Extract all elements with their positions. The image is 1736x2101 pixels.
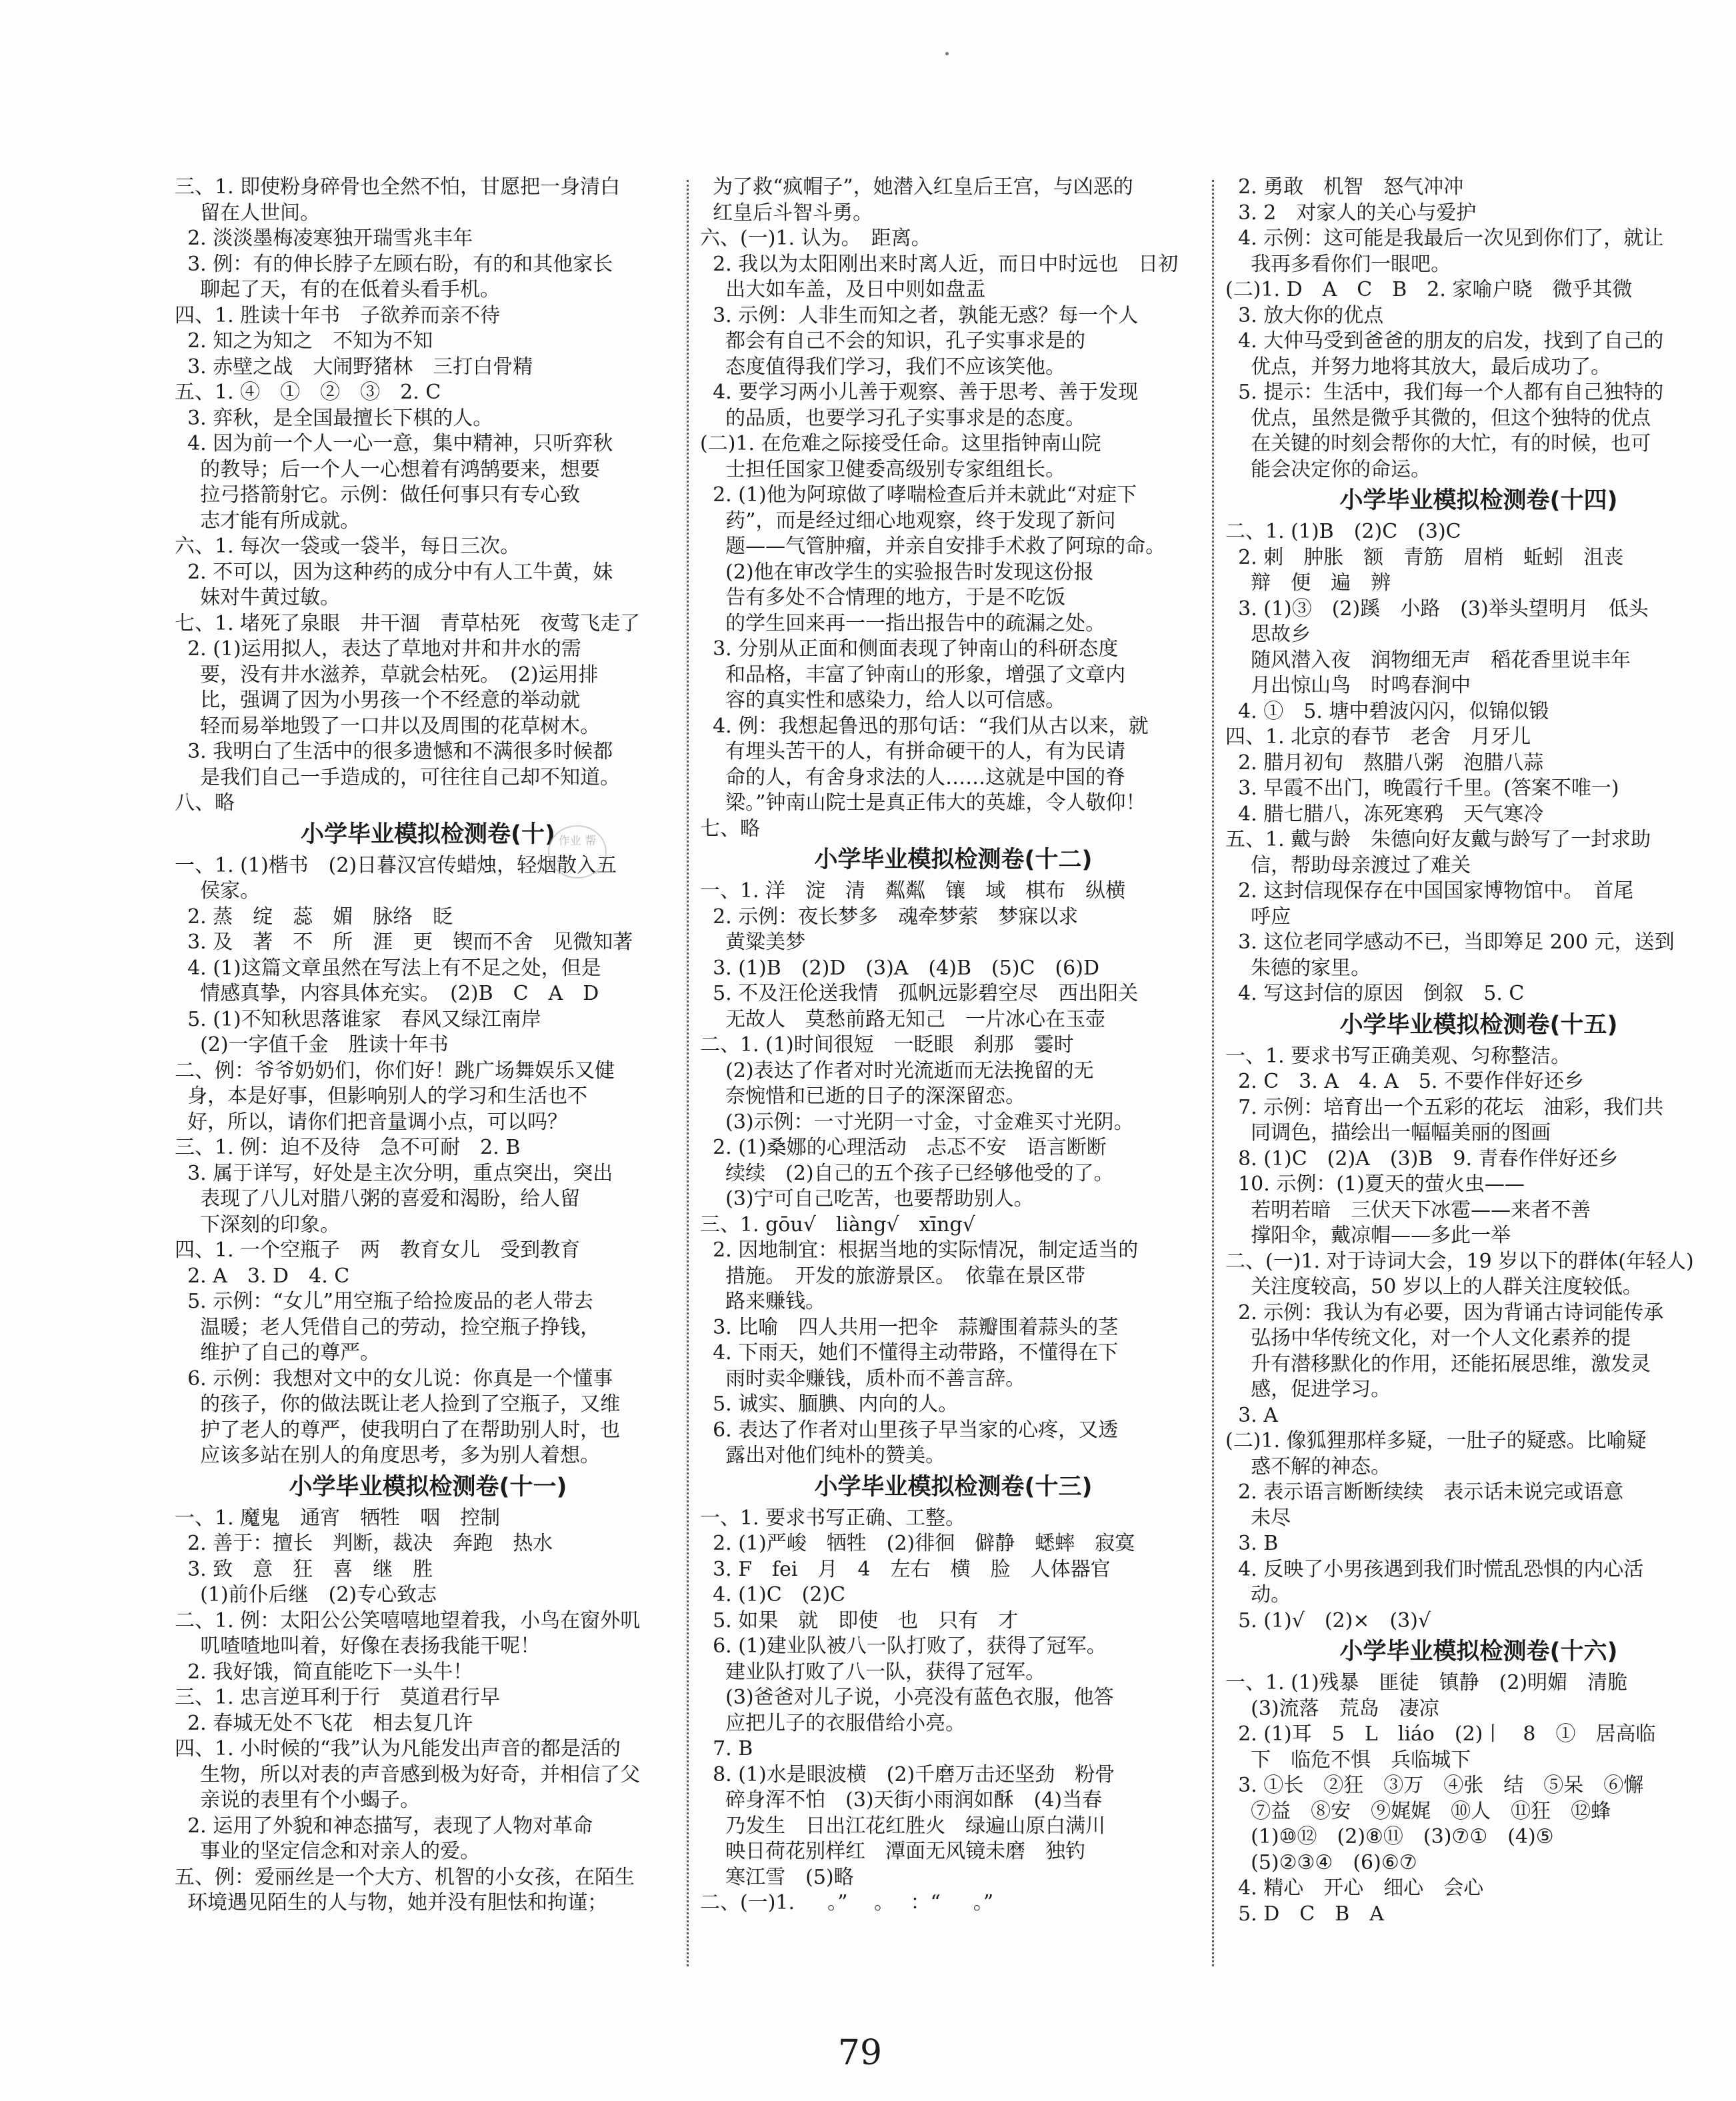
column-divider-left — [687, 180, 689, 1966]
page-number: 79 — [837, 2033, 883, 2073]
answer-line: 三、1. 例：迫不及待 急不可耐 2. B — [175, 1136, 521, 1159]
answer-line: 要，没有井水滋养，草就会枯死。 (2)运用排 — [175, 663, 599, 687]
answer-line: 3. 分别从正面和侧面表现了钟南山的科研态度 — [700, 637, 1119, 661]
answer-line: 2. (1)耳 5 L liáo (2)丨 8 ① 居高临 — [1225, 1722, 1656, 1746]
answer-line: 2. 知之为知之 不知为不知 — [175, 329, 433, 353]
answer-line: 碎身浑不怕 (3)天街小雨润如酥 (4)当春 — [700, 1788, 1103, 1812]
answer-line: 3. A — [1225, 1403, 1278, 1427]
answer-line: 一、1. 要求书写正确、工整。 — [700, 1506, 966, 1530]
section-heading: 小学毕业模拟检测卷(十五) — [1339, 1011, 1618, 1039]
answer-line: 4. ① 5. 塘中碧波闪闪，似锦似锻 — [1225, 699, 1549, 723]
answer-line: 5. 不及汪伦送我情 孤帆远影碧空尽 西出阳关 — [700, 982, 1139, 1005]
answer-line: 二、例：爷爷奶奶们，你们好！跳广场舞娱乐又健 — [175, 1058, 615, 1082]
answer-line: 3. 致 意 狂 喜 继 胜 — [175, 1557, 433, 1581]
answer-line: 环境遇见陌生的人与物，她并没有胆怯和拘谨； — [175, 1891, 608, 1914]
answer-line: 2. 示例：夜长梦多 魂牵梦萦 梦寐以求 — [700, 905, 1079, 929]
answer-line: 寒江雪 (5)略 — [700, 1865, 854, 1889]
answer-line: 2. 示例：我认为有必要，因为背诵古诗词能传承 — [1225, 1300, 1664, 1324]
answer-line: 呼应 — [1225, 905, 1291, 929]
answer-line: 3. 放大你的优点 — [1225, 303, 1384, 327]
answer-line: 弘扬中华传统文化，对一个人文化素养的提 — [1225, 1326, 1631, 1350]
answer-line: 2. 春城无处不飞花 相去复几许 — [175, 1711, 473, 1735]
answer-line: 四、1. 北京的春节 老舍 月牙儿 — [1225, 725, 1531, 749]
answer-line: 关注度较高，50 岁以上的人群关注度较低。 — [1225, 1275, 1643, 1298]
answer-line: 5. D C B A — [1225, 1902, 1384, 1926]
answer-line: 五、1. ④ ① ② ③ 2. C — [175, 381, 441, 404]
answer-line: 六、(一)1. 认为。 距离。 — [700, 227, 931, 250]
answer-line: 出大如车盖，及日中则如盘盂 — [700, 278, 986, 301]
answer-line: 2. 运用了外貌和神态描写，表现了人物对革命 — [175, 1814, 593, 1838]
answer-line: 雨时卖伞赚钱，质朴而不善言辞。 — [700, 1366, 1026, 1390]
answer-line: 的教导；后一个人一心想着有鸿鹄要来，想要 — [175, 457, 601, 481]
column-divider-right — [1212, 180, 1214, 1966]
answer-line: 二、1. 例：太阳公公笑嘻嘻地望着我，小鸟在窗外叽 — [175, 1608, 641, 1632]
answer-line: 4. 大仲马受到爸爸的朋友的启发，找到了自己的 — [1225, 329, 1664, 353]
answer-line: 二、(一)1. 。” 。 ：“ 。” — [700, 1891, 994, 1914]
answer-line: 信，帮助母亲渡过了难关 — [1225, 853, 1471, 877]
answer-line: 8. (1)C (2)A (3)B 9. 青春作伴好还乡 — [1225, 1146, 1619, 1170]
answer-line: 建业队打败了八一队，获得了冠军。 — [700, 1660, 1046, 1684]
answer-line: 2. 因地制宜：根据当地的实际情况，制定适当的 — [700, 1238, 1139, 1262]
answer-line: 事业的坚定信念和对亲人的爱。 — [175, 1840, 481, 1863]
answer-line: 轻而易举地毁了一口井以及周围的花草树木。 — [175, 714, 601, 738]
answer-line: 2. (1)严峻 牺牲 (2)徘徊 僻静 蟋蟀 寂寞 — [700, 1532, 1135, 1555]
answer-line: 七、略 — [700, 817, 760, 841]
answer-line: 叽喳喳地叫着，好像在表扬我能干呢！ — [175, 1634, 541, 1658]
answer-line: 一、1. 要求书写正确美观、匀称整洁。 — [1225, 1044, 1571, 1068]
answer-line: 3. 例：有的伸长脖子左顾右盼，有的和其他家长 — [175, 252, 613, 276]
answer-line: 4. 要学习两小儿善于观察、善于思考、善于发现 — [700, 381, 1139, 404]
answer-line: (2)他在审改学生的实验报告时发现这份报 — [700, 560, 1094, 584]
answer-line: 留在人世间。 — [175, 201, 321, 225]
answer-line: 题——气管肿瘤，并亲自安排手术救了阿琼的命。 — [700, 535, 1166, 558]
answer-line: 7. 示例：培育出一个五彩的花坛 油彩，我们共 — [1225, 1095, 1664, 1119]
answer-line: 露出对他们纯朴的赞美。 — [700, 1444, 946, 1467]
answer-line: 我再多看你们一眼吧。 — [1225, 252, 1451, 276]
answer-line: 告有多处不合情理的地方，于是不吃饭 — [700, 586, 1066, 609]
answer-line: 未尽 — [1225, 1506, 1291, 1530]
answer-column-left — [175, 175, 681, 1916]
answer-line: 聊起了天，有的在低着头看手机。 — [175, 278, 501, 301]
answer-line: 温暖；老人凭借自己的劳动，捡空瓶子挣钱， — [175, 1315, 601, 1339]
answer-line: 2. 这封信现保存在中国国家博物馆中。 首尾 — [1225, 879, 1634, 903]
section-heading: 小学毕业模拟检测卷(十三) — [814, 1473, 1093, 1500]
answer-line: 二、1. (1)B (2)C (3)C — [1225, 520, 1461, 543]
answer-line: 药”，而是经过细心地观察，终于发现了新问 — [700, 509, 1116, 533]
answer-line: 3. F fei 月 4 左右 横 脸 人体器官 — [700, 1557, 1111, 1581]
answer-line: 下深刻的印象。 — [175, 1212, 341, 1236]
answer-line: 2. 表示语言断断续续 表示话未说完或语意 — [1225, 1480, 1624, 1504]
answer-line: 2. C 3. A 4. A 5. 不要作伴好还乡 — [1225, 1070, 1584, 1093]
answer-line: 士担任国家卫健委高级别专家组组长。 — [700, 457, 1066, 481]
answer-line: 10. 示例：(1)夏天的萤火虫—— — [1225, 1172, 1525, 1196]
answer-line: 撑阳伞，戴凉帽——多此一举 — [1225, 1224, 1511, 1247]
section-heading: 小学毕业模拟检测卷(十一) — [289, 1473, 567, 1500]
answer-line: (1)⑩⑫ (2)⑧⑪ (3)⑦① (4)⑤ — [1225, 1825, 1554, 1848]
answer-line: (3)宁可自己吃苦，也要帮助别人。 — [700, 1187, 1034, 1210]
answer-line: 2. 不可以，因为这种药的成分中有人工牛黄，妹 — [175, 560, 613, 584]
answer-line: (2)表达了作者对时光流逝而无法挽留的无 — [700, 1058, 1094, 1082]
answer-line: 4. 反映了小男孩遇到我们时慌乱恐惧的内心活 — [1225, 1557, 1644, 1581]
answer-line: 六、1. 每次一袋或一袋半，每日三次。 — [175, 535, 521, 558]
answer-line: 3. 我明白了生活中的很多遗憾和不满很多时候都 — [175, 740, 613, 763]
answer-line: 思故乡 — [1225, 623, 1311, 646]
answer-line: 四、1. 一个空瓶子 两 教育女儿 受到教育 — [175, 1238, 581, 1262]
answer-line: 的品质，也要学习孔子实事求是的态度。 — [700, 406, 1086, 430]
answer-line: 都会有自己不会的知识，孔子实事求是的 — [700, 329, 1086, 353]
answer-line: 四、1. 小时候的“我”认为凡能发出声音的都是活的 — [175, 1737, 621, 1760]
answer-line: 4. 写这封信的原因 倒叙 5. C — [1225, 982, 1525, 1005]
answer-line: 态度值得我们学习，我们不应该笑他。 — [700, 355, 1066, 379]
answer-line: 情感真挚，内容具体充实。 (2)B C A D — [175, 982, 599, 1005]
answer-line: 四、1. 胜读十年书 子欲养而亲不待 — [175, 303, 501, 327]
answer-line: 优点，虽然是微乎其微的，但这个独特的优点 — [1225, 406, 1651, 430]
answer-line: 有埋头苦干的人，有拼命硬干的人，有为民请 — [700, 740, 1126, 763]
answer-line: 2. 勇敢 机智 怒气冲冲 — [1225, 175, 1464, 199]
answer-line: 月出惊山鸟 时鸣春涧中 — [1225, 674, 1471, 697]
answer-line: 同调色，描绘出一幅幅美丽的图画 — [1225, 1121, 1551, 1144]
answer-column-middle — [700, 175, 1207, 1916]
answer-line: 4. 示例：这可能是我最后一次见到你们了，就让 — [1225, 227, 1664, 250]
answer-line: 若明若暗 三伏天下冰雹——来者不善 — [1225, 1198, 1591, 1222]
answer-line: 3. 示例：人非生而知之者，孰能无惑？每一个人 — [700, 303, 1139, 327]
answer-line: 身，本是好事，但影响别人的学习和生活也不 — [175, 1084, 588, 1108]
answer-line: 3. 弈秋，是全国最擅长下棋的人。 — [175, 406, 493, 430]
answer-line: (二)1. 像狐狸那样多疑，一肚子的疑惑。比喻疑 — [1225, 1429, 1647, 1452]
answer-line: 3. B — [1225, 1532, 1279, 1555]
watermark-stamp — [548, 825, 607, 879]
answer-line: 2. A 3. D 4. C — [175, 1264, 350, 1288]
answer-line: 七、1. 堵死了泉眼 井干涸 青草枯死 夜莺飞走了 — [175, 611, 641, 635]
answer-line: 5. (1)不知秋思落谁家 春风又绿江南岸 — [175, 1007, 541, 1031]
answer-line: ⑦益 ⑧安 ⑨娓娓 ⑩人 ⑪狂 ⑫蜂 — [1225, 1799, 1611, 1823]
answer-line: 的孩子，你的做法既让老人捡到了空瓶子，又维 — [175, 1392, 621, 1416]
answer-line: 5. 诚实、腼腆、内向的人。 — [700, 1392, 959, 1416]
answer-line: 3. 这位老同学感动不已，当即筹足 200 元，送到 — [1225, 931, 1675, 954]
answer-line: 应该多站在别人的角度思考，多为别人着想。 — [175, 1444, 601, 1467]
answer-line: 3. 2 对家人的关心与爱护 — [1225, 201, 1477, 225]
answer-line: 映日荷花别样红 潭面无风镜未磨 独钓 — [700, 1840, 1086, 1863]
answer-line: (3)流落 荒岛 凄凉 — [1225, 1696, 1439, 1720]
answer-line: 一、1. (1)楷书 (2)日暮汉宫传蜡烛，轻烟散入五 — [175, 853, 617, 877]
answer-line: 应把儿子的衣服借给小亮。 — [700, 1711, 966, 1735]
answer-line: 梁。”钟南山院士是真正伟大的英雄，令人敬仰！ — [700, 791, 1146, 815]
answer-line: 6. (1)建业队被八一队打败了，获得了冠军。 — [700, 1634, 1107, 1658]
answer-line: 2. 我以为太阳刚出来时离人近，而日中时远也 日初 — [700, 252, 1179, 276]
answer-line: 容的真实性和感染力，给人以可信感。 — [700, 689, 1066, 712]
answer-line: (5)②③④ (6)⑥⑦ — [1225, 1850, 1417, 1874]
answer-line: 续续 (2)自己的五个孩子已经够他受的了。 — [700, 1161, 1114, 1185]
answer-line: 二、1. (1)时间很短 一眨眼 刹那 霎时 — [700, 1033, 1074, 1056]
answer-line: 五、例：爱丽丝是一个大方、机智的小女孩，在陌生 — [175, 1865, 635, 1889]
answer-line: 3. ①长 ②狂 ③万 ④张 结 ⑤呆 ⑥懈 — [1225, 1774, 1644, 1797]
answer-line: 辩 便 遍 辨 — [1225, 571, 1391, 595]
answer-line: 5. (1)√ (2)× (3)√ — [1225, 1608, 1431, 1632]
answer-line: 在关键的时刻会帮你的大忙，有的时候，也可 — [1225, 432, 1651, 455]
answer-line: 4. 精心 开心 细心 会心 — [1225, 1876, 1484, 1900]
answer-line: 3. (1)B (2)D (3)A (4)B (5)C (6)D — [700, 956, 1100, 980]
answer-line: 2. 腊月初旬 熬腊八粥 泡腊八蒜 — [1225, 751, 1544, 775]
answer-line: 无故人 莫愁前路无知己 一片冰心在玉壶 — [700, 1007, 1106, 1031]
answer-line: 一、1. 魔鬼 通宵 牺牲 咽 控制 — [175, 1506, 501, 1530]
answer-line: 拉弓搭箭射它。示例：做任何事只有专心致 — [175, 483, 581, 507]
answer-line: 升有潜移默化的作用，还能拓展思维，激发灵 — [1225, 1352, 1651, 1376]
section-heading: 小学毕业模拟检测卷(十六) — [1339, 1638, 1618, 1665]
answer-line: 红皇后斗智斗勇。 — [700, 201, 873, 225]
answer-line: 五、1. 戴与龄 朱德向好友戴与龄写了一封求助 — [1225, 828, 1651, 851]
answer-line: 3. 比喻 四人共用一把伞 蒜瓣围着蒜头的茎 — [700, 1315, 1119, 1339]
answer-line: 4. (1)C (2)C — [700, 1583, 846, 1606]
answer-line: 5. 提示：生活中，我们每一个人都有自己独特的 — [1225, 381, 1664, 404]
answer-line: 3. 早霞不出门，晚霞行千里。(答案不唯一) — [1225, 777, 1619, 800]
watermark-text: 作业 帮 — [558, 835, 597, 848]
answer-line: (3)爸爸对儿子说，小亮没有蓝色衣服，他答 — [700, 1686, 1114, 1709]
answer-line: 三、1. 忠言逆耳利于行 莫道君行早 — [175, 1686, 501, 1709]
answer-line: 4. (1)这篇文章虽然在写法上有不足之处，但是 — [175, 956, 601, 980]
answer-line: 是我们自己一手造成的，可往往自己却不知道。 — [175, 765, 621, 789]
section-heading: 小学毕业模拟检测卷(十二) — [814, 847, 1093, 873]
answer-line: 3. 赤壁之战 大闹野猪林 三打白骨精 — [175, 355, 533, 379]
answer-line: 惑不解的神态。 — [1225, 1454, 1391, 1478]
answer-line: 5. 示例：“女儿”用空瓶子给捡废品的老人带去 — [175, 1290, 593, 1313]
answer-line: 黄粱美梦 — [700, 931, 806, 954]
answer-line: (二)1. 在危难之际接受任命。这里指钟南山院 — [700, 432, 1101, 455]
answer-line: 志才能有所成就。 — [175, 509, 361, 533]
answer-line: 一、1. 洋 淀 清 粼粼 镶 域 棋布 纵横 — [700, 879, 1126, 903]
answer-line: 侯家。 — [175, 879, 261, 903]
answer-line: 的学生回来再一一指出报告中的疏漏之处。 — [700, 611, 1106, 635]
answer-line: 三、1. 即使粉身碎骨也全然不怕，甘愿把一身清白 — [175, 175, 621, 199]
answer-line: 2. 淡淡墨梅凌寒独开瑞雪兆丰年 — [175, 227, 473, 250]
answer-line: 生物，所以对表的声音感到极为好奇，并相信了父 — [175, 1762, 641, 1786]
answer-line: 朱德的家里。 — [1225, 956, 1371, 980]
answer-line: 奈惋惜和已逝的日子的深深留恋。 — [700, 1084, 1026, 1108]
section-heading: 小学毕业模拟检测卷(十) — [301, 821, 555, 848]
answer-line: 能会决定你的命运。 — [1225, 457, 1431, 481]
answer-line: 3. (1)③ (2)蹊 小路 (3)举头望明月 低头 — [1225, 597, 1649, 621]
answer-line: 5. 如果 就 即使 也 只有 才 — [700, 1608, 1019, 1632]
answer-line: 2. 刺 肿胀 额 青筋 眉梢 蚯蚓 沮丧 — [1225, 545, 1624, 569]
answer-line: 8. (1)水是眼波横 (2)千磨万击还坚劲 粉骨 — [700, 1762, 1115, 1786]
answer-line: 2. (1)他为阿琼做了哮喘检查后并未就此“对症下 — [700, 483, 1137, 507]
answer-line: 下 临危不惧 兵临城下 — [1225, 1748, 1471, 1772]
answer-line: 2. 蒸 绽 蕊 媚 脉络 眨 — [175, 905, 453, 929]
answer-line: 表现了八儿对腊八粥的喜爱和渴盼，给人留 — [175, 1187, 581, 1210]
answer-line: 好，所以，请你们把音量调小点，可以吗？ — [175, 1110, 568, 1134]
answer-line: 动。 — [1225, 1583, 1291, 1606]
answer-line: (1)前仆后继 (2)专心致志 — [175, 1583, 437, 1606]
answer-line: 护了老人的尊严，使我明白了在帮助别人时，也 — [175, 1418, 621, 1442]
answer-line: 乃发生 日出江花红胜火 绿遍山原白满川 — [700, 1814, 1106, 1838]
answer-line: 措施。 开发的旅游景区。 依靠在景区带 — [700, 1264, 1086, 1288]
answer-line: 路来赚钱。 — [700, 1290, 826, 1313]
answer-line: 3. 及 著 不 所 涯 更 锲而不舍 见微知著 — [175, 931, 633, 954]
answer-line: 比，强调了因为小男孩一个不经意的举动就 — [175, 689, 581, 712]
answer-line: 4. 下雨天，她们不懂得主动带路，不懂得在下 — [700, 1341, 1119, 1364]
section-heading: 小学毕业模拟检测卷(十四) — [1339, 487, 1618, 514]
answer-line: 4. 因为前一个人一心一意，集中精神，只听弈秋 — [175, 432, 613, 455]
answer-line: 3. 属于详写，好处是主次分明，重点突出，突出 — [175, 1161, 613, 1185]
answer-line: 优点，并努力地将其放大，最后成功了。 — [1225, 355, 1611, 379]
answer-line: 随风潜入夜 润物细无声 稻花香里说丰年 — [1225, 648, 1631, 672]
answer-line: 感，促进学习。 — [1225, 1378, 1391, 1401]
answer-line: 维护了自己的尊严。 — [175, 1341, 381, 1364]
answer-column-right — [1225, 175, 1732, 1927]
answer-line: 一、1. (1)残暴 匪徒 镇静 (2)明媚 清脆 — [1225, 1671, 1628, 1694]
answer-line: 三、1. gōu√ liàng√ xīng√ — [700, 1212, 975, 1236]
answer-line: 4. 例：我想起鲁迅的那句话：“我们从古以来，就 — [700, 714, 1149, 738]
answer-line: 2. (1)桑娜的心理活动 忐忑不安 语言断断 — [700, 1136, 1107, 1159]
answer-line: 和品格，丰富了钟南山的形象，增强了文章内 — [700, 663, 1126, 687]
answer-line: 6. 示例：我想对文中的女儿说：你真是一个懂事 — [175, 1366, 613, 1390]
answer-line: 亲说的表里有个小蝎子。 — [175, 1788, 421, 1812]
answer-line: 二、(一)1. 对于诗词大会，19 岁以下的群体(年轻人) — [1225, 1249, 1694, 1273]
answer-line: 4. 腊七腊八，冻死寒鸦 天气寒冷 — [1225, 802, 1544, 826]
answer-line: 2. 善于：擅长 判断，裁决 奔跑 热水 — [175, 1532, 553, 1555]
answer-line: 2. 我好饿，简直能吃下一头牛！ — [175, 1660, 473, 1684]
answer-line: 6. 表达了作者对山里孩子早当家的心疼，又透 — [700, 1418, 1119, 1442]
answer-line: (3)示例：一寸光阴一寸金，寸金难买寸光阴。 — [700, 1110, 1134, 1134]
answer-line: 妹对牛黄过敏。 — [175, 586, 341, 609]
answer-line: 八、略 — [175, 791, 235, 815]
answer-line: (2)一字值千金 胜读十年书 — [175, 1033, 449, 1056]
scan-speck — [945, 52, 949, 55]
answer-line: 为了救“疯帽子”，她潜入红皇后王宫，与凶恶的 — [700, 175, 1133, 199]
answer-line: 2. (1)运用拟人，表达了草地对井和井水的需 — [175, 637, 581, 661]
answer-line: 命的人，有舍身求法的人……这就是中国的脊 — [700, 765, 1126, 789]
answer-line: (二)1. D A C B 2. 家喻户晓 微乎其微 — [1225, 278, 1633, 301]
answer-line: 7. B — [700, 1737, 753, 1760]
